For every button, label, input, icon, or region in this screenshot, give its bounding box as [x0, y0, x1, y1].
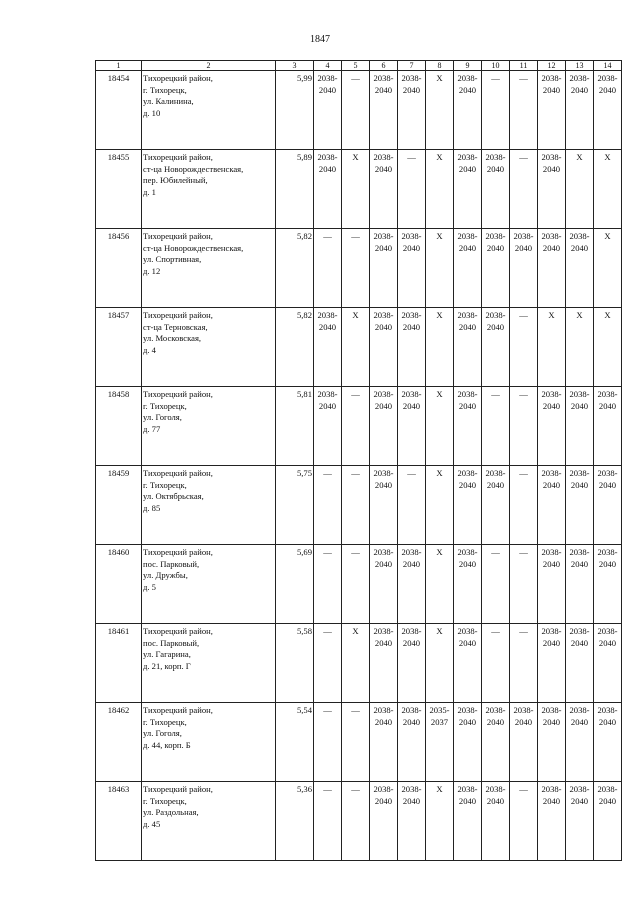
period-cell: 2038- 2040	[454, 624, 482, 703]
address-line: д. 12	[143, 265, 161, 276]
period-cell: 2038- 2040	[370, 545, 398, 624]
table-row	[96, 387, 622, 466]
table-row	[96, 71, 622, 150]
period-cell: 2038- 2040	[370, 703, 398, 782]
period-cell: X	[426, 782, 454, 861]
period-cell: —	[510, 387, 538, 466]
period-cell: —	[510, 466, 538, 545]
period-cell: —	[482, 387, 510, 466]
period-cell: 2038- 2040	[538, 782, 566, 861]
period-cell: X	[426, 308, 454, 387]
row-id: 18454	[96, 71, 142, 150]
period-cell: 2038- 2040	[482, 229, 510, 308]
period-cell: 2038- 2040	[370, 71, 398, 150]
address-line: г. Тихорецк,	[143, 716, 187, 727]
period-cell: 2038- 2040	[370, 466, 398, 545]
period-cell: X	[426, 545, 454, 624]
address-line: пер. Юбилейный,	[143, 175, 208, 185]
period-cell: 2038- 2040	[454, 150, 482, 229]
address-line: ул. Московская,	[143, 333, 202, 343]
period-cell: 2038- 2040	[538, 466, 566, 545]
period-cell: 2038- 2040	[594, 387, 622, 466]
row-id: 18462	[96, 703, 142, 782]
period-cell: —	[342, 229, 370, 308]
column-header: 9	[454, 61, 482, 71]
period-cell: X	[426, 624, 454, 703]
column-header: 2	[142, 61, 276, 71]
period-cell: —	[342, 387, 370, 466]
period-cell: 2038- 2040	[566, 229, 594, 308]
address-cell	[142, 782, 276, 861]
address-line: ул. Гоголя,	[143, 728, 182, 738]
address-line: Тихорецкий район,	[143, 547, 213, 557]
period-cell: 2038- 2040	[454, 703, 482, 782]
period-cell: 2038- 2040	[398, 624, 426, 703]
period-cell: 2038- 2040	[314, 387, 342, 466]
table-row	[96, 150, 622, 229]
period-cell: 2038- 2040	[398, 387, 426, 466]
column-header: 3	[276, 61, 314, 71]
period-cell: 2038- 2040	[454, 308, 482, 387]
address-line: ст-ца Терновская,	[143, 321, 208, 332]
address-line: ул. Раздольная,	[143, 807, 199, 817]
row-id: 18463	[96, 782, 142, 861]
period-cell: 2038- 2040	[538, 703, 566, 782]
period-cell: 2038- 2040	[510, 703, 538, 782]
column-header: 14	[594, 61, 622, 71]
address-line: Тихорецкий район,	[143, 626, 213, 636]
address-line: г. Тихорецк,	[143, 795, 187, 806]
period-cell: 2038- 2040	[314, 150, 342, 229]
address-line: д. 21, корп. Г	[143, 660, 191, 671]
period-cell: —	[342, 782, 370, 861]
address-line: ул. Гоголя,	[143, 412, 182, 422]
address-line: ст-ца Новорождественская,	[143, 163, 244, 174]
period-cell: 2038- 2040	[482, 703, 510, 782]
value-cell: 5,81	[276, 387, 314, 466]
address-line: Тихорецкий район,	[143, 389, 213, 399]
period-cell: X	[426, 466, 454, 545]
period-cell: 2038- 2040	[538, 545, 566, 624]
period-cell: 2038- 2040	[538, 624, 566, 703]
period-cell: X	[594, 308, 622, 387]
address-cell	[142, 71, 276, 150]
period-cell: 2038- 2040	[594, 71, 622, 150]
period-cell: X	[594, 150, 622, 229]
period-cell: 2038- 2040	[370, 229, 398, 308]
address-line: д. 5	[143, 581, 156, 592]
address-line: Тихорецкий район,	[143, 705, 213, 715]
column-header: 5	[342, 61, 370, 71]
period-cell: 2038- 2040	[398, 308, 426, 387]
period-cell: —	[398, 466, 426, 545]
period-cell: 2038- 2040	[538, 71, 566, 150]
address-cell	[142, 229, 276, 308]
address-line: д. 4	[143, 344, 156, 355]
address-line: ул. Октябрьская,	[143, 491, 204, 501]
period-cell: 2038- 2040	[454, 229, 482, 308]
period-cell: —	[482, 624, 510, 703]
period-cell: 2038- 2040	[594, 624, 622, 703]
address-line: ул. Дружбы,	[143, 570, 188, 580]
period-cell: 2038- 2040	[538, 150, 566, 229]
period-cell: 2038- 2040	[538, 229, 566, 308]
row-id: 18460	[96, 545, 142, 624]
value-cell: 5,75	[276, 466, 314, 545]
value-cell: 5,58	[276, 624, 314, 703]
table-row	[96, 782, 622, 861]
period-cell: 2038- 2040	[314, 71, 342, 150]
period-cell: 2038- 2040	[594, 545, 622, 624]
table-row	[96, 308, 622, 387]
period-cell: —	[482, 71, 510, 150]
period-cell: 2038- 2040	[482, 150, 510, 229]
row-id: 18455	[96, 150, 142, 229]
period-cell: —	[342, 545, 370, 624]
period-cell: 2038- 2040	[482, 308, 510, 387]
address-line: ул. Калинина,	[143, 96, 194, 106]
address-line: ул. Гагарина,	[143, 649, 191, 659]
period-cell: 2038- 2040	[566, 387, 594, 466]
address-line: Тихорецкий район,	[143, 152, 213, 162]
period-cell: —	[314, 545, 342, 624]
address-line: Тихорецкий район,	[143, 468, 213, 478]
column-header: 8	[426, 61, 454, 71]
period-cell: 2038- 2040	[398, 545, 426, 624]
address-line: ул. Спортивная,	[143, 254, 202, 264]
period-cell: 2038- 2040	[594, 466, 622, 545]
period-cell: 2038- 2040	[370, 624, 398, 703]
period-cell: —	[510, 308, 538, 387]
period-cell: 2038- 2040	[454, 545, 482, 624]
period-cell: 2038- 2040	[566, 545, 594, 624]
period-cell: 2038- 2040	[566, 71, 594, 150]
column-header: 7	[398, 61, 426, 71]
address-line: д. 77	[143, 423, 161, 434]
period-cell: 2038- 2040	[314, 308, 342, 387]
period-cell: —	[314, 782, 342, 861]
page-number: 1847	[310, 34, 330, 45]
address-line: д. 10	[143, 107, 161, 118]
address-cell	[142, 545, 276, 624]
table-row	[96, 229, 622, 308]
row-id: 18458	[96, 387, 142, 466]
period-cell: —	[510, 150, 538, 229]
period-cell: 2038- 2040	[454, 71, 482, 150]
address-cell	[142, 703, 276, 782]
period-cell: —	[314, 229, 342, 308]
period-cell: 2038- 2040	[398, 229, 426, 308]
period-cell: 2038- 2040	[566, 624, 594, 703]
period-cell: —	[314, 703, 342, 782]
address-cell	[142, 150, 276, 229]
period-cell: X	[342, 150, 370, 229]
period-cell: 2038- 2040	[454, 782, 482, 861]
period-cell: 2038- 2040	[594, 703, 622, 782]
address-line: ст-ца Новорождественская,	[143, 242, 244, 253]
address-line: пос. Парковый,	[143, 558, 200, 569]
column-header: 4	[314, 61, 342, 71]
period-cell: 2038- 2040	[398, 782, 426, 861]
row-id: 18456	[96, 229, 142, 308]
address-line: пос. Парковый,	[143, 637, 200, 648]
address-line: д. 85	[143, 502, 161, 513]
period-cell: —	[482, 545, 510, 624]
address-line: д. 1	[143, 186, 156, 197]
address-cell	[142, 387, 276, 466]
value-cell: 5,89	[276, 150, 314, 229]
address-cell	[142, 466, 276, 545]
period-cell: 2038- 2040	[454, 466, 482, 545]
address-line: г. Тихорецк,	[143, 479, 187, 490]
period-cell: X	[342, 624, 370, 703]
period-cell: 2038- 2040	[538, 387, 566, 466]
table-row	[96, 703, 622, 782]
column-header: 10	[482, 61, 510, 71]
address-line: Тихорецкий район,	[143, 784, 213, 794]
period-cell: 2038- 2040	[370, 387, 398, 466]
column-header: 6	[370, 61, 398, 71]
address-line: д. 45	[143, 818, 161, 829]
period-cell: X	[426, 150, 454, 229]
address-line: Тихорецкий район,	[143, 231, 213, 241]
address-line: Тихорецкий район,	[143, 310, 213, 320]
period-cell: X	[566, 308, 594, 387]
period-cell: —	[510, 545, 538, 624]
period-cell: 2038- 2040	[566, 782, 594, 861]
row-id: 18459	[96, 466, 142, 545]
address-cell	[142, 308, 276, 387]
period-cell: X	[566, 150, 594, 229]
period-cell: 2038- 2040	[370, 782, 398, 861]
schedule-table	[95, 60, 622, 861]
period-cell: 2038- 2040	[594, 782, 622, 861]
column-header: 1	[96, 61, 142, 71]
period-cell: —	[510, 71, 538, 150]
period-cell: —	[342, 703, 370, 782]
table-row	[96, 545, 622, 624]
column-header: 12	[538, 61, 566, 71]
period-cell: X	[426, 71, 454, 150]
row-id: 18457	[96, 308, 142, 387]
period-cell: 2038- 2040	[510, 229, 538, 308]
value-cell: 5,69	[276, 545, 314, 624]
row-id: 18461	[96, 624, 142, 703]
period-cell: X	[426, 229, 454, 308]
period-cell: 2038- 2040	[566, 466, 594, 545]
table-row	[96, 624, 622, 703]
period-cell: 2038- 2040	[398, 71, 426, 150]
table-row	[96, 466, 622, 545]
value-cell: 5,54	[276, 703, 314, 782]
period-cell: —	[314, 624, 342, 703]
value-cell: 5,82	[276, 308, 314, 387]
period-cell: —	[510, 782, 538, 861]
period-cell: —	[342, 466, 370, 545]
period-cell: 2035- 2037	[426, 703, 454, 782]
value-cell: 5,99	[276, 71, 314, 150]
period-cell: X	[538, 308, 566, 387]
period-cell: —	[342, 71, 370, 150]
period-cell: —	[314, 466, 342, 545]
period-cell: X	[342, 308, 370, 387]
period-cell: 2038- 2040	[482, 466, 510, 545]
period-cell: —	[398, 150, 426, 229]
address-line: г. Тихорецк,	[143, 84, 187, 95]
value-cell: 5,36	[276, 782, 314, 861]
period-cell: 2038- 2040	[398, 703, 426, 782]
period-cell: 2038- 2040	[370, 308, 398, 387]
address-line: д. 44, корп. Б	[143, 739, 191, 750]
period-cell: 2038- 2040	[454, 387, 482, 466]
period-cell: 2038- 2040	[566, 703, 594, 782]
address-line: г. Тихорецк,	[143, 400, 187, 411]
value-cell: 5,82	[276, 229, 314, 308]
period-cell: 2038- 2040	[482, 782, 510, 861]
column-header: 13	[566, 61, 594, 71]
address-line: Тихорецкий район,	[143, 73, 213, 83]
period-cell: X	[594, 229, 622, 308]
period-cell: X	[426, 387, 454, 466]
header-row	[96, 61, 622, 71]
address-cell	[142, 624, 276, 703]
period-cell: 2038- 2040	[370, 150, 398, 229]
period-cell: —	[510, 624, 538, 703]
column-header: 11	[510, 61, 538, 71]
